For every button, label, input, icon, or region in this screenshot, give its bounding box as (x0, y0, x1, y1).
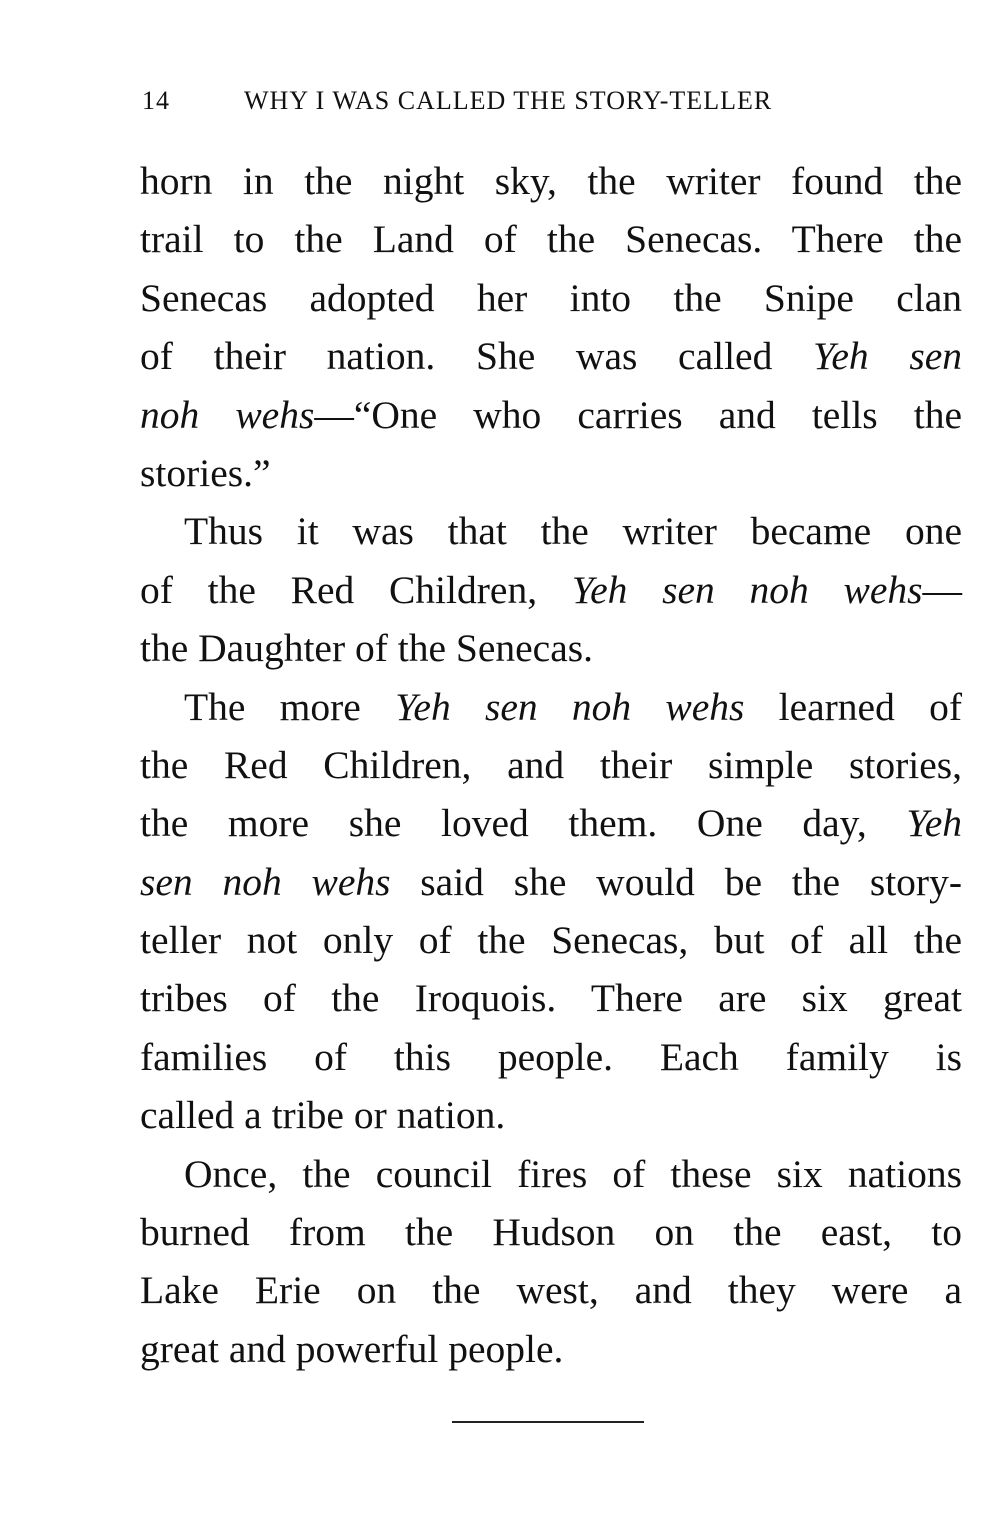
text-line: Thus it was that the writer became one (184, 509, 962, 554)
italic-name: Yeh sen noh wehs (571, 567, 923, 612)
text-line: great and powerful people. (140, 1326, 564, 1371)
text-line: called a tribe or nation. (140, 1093, 506, 1138)
text-line: horn in the night sky, the writer found the (140, 159, 962, 203)
text-line: the more she loved them. One day, Yeh (140, 801, 962, 846)
text-line: sen noh wehs said she would be the story- (140, 859, 962, 904)
page-number: 14 (142, 86, 170, 115)
text-line: of their nation. She was called Yeh sen (140, 334, 963, 379)
text-line: Once, the council fires of these six nations (184, 1151, 962, 1196)
text-line: burned from the Hudson on the east, to (140, 1210, 962, 1255)
text-line: the Daughter of the Senecas. (140, 626, 593, 671)
body-text (140, 152, 962, 1378)
text-line: of the Red Children, Yeh sen noh wehs— (140, 567, 962, 612)
text-line: stories.” (140, 450, 271, 495)
text-line: the Red Children, and their simple stories, (140, 742, 962, 787)
italic-name: sen noh wehs (140, 859, 391, 904)
text-line: Lake Erie on the west, and they were a (140, 1268, 962, 1313)
text-line: noh wehs—“One who carries and tells the (140, 392, 963, 437)
running-header (142, 86, 862, 126)
running-title: WHY I WAS CALLED THE STORY-TELLER (244, 86, 773, 115)
italic-name: Yeh sen (813, 334, 963, 379)
italic-name: Yeh sen noh wehs (395, 684, 745, 729)
text-line: trail to the Land of the Senecas. There the (140, 217, 962, 262)
section-end-rule (452, 1421, 644, 1423)
text-line: families of this people. Each family is (140, 1034, 962, 1079)
text-line: Senecas adopted her into the Snipe clan (140, 275, 962, 320)
text-line: teller not only of the Senecas, but of all the (140, 918, 962, 963)
text-line: The more Yeh sen noh wehs learned of (184, 684, 962, 729)
text-line: tribes of the Iroquois. There are six great (140, 976, 962, 1021)
italic-name: Yeh (906, 801, 962, 846)
italic-name: noh wehs (140, 392, 315, 437)
